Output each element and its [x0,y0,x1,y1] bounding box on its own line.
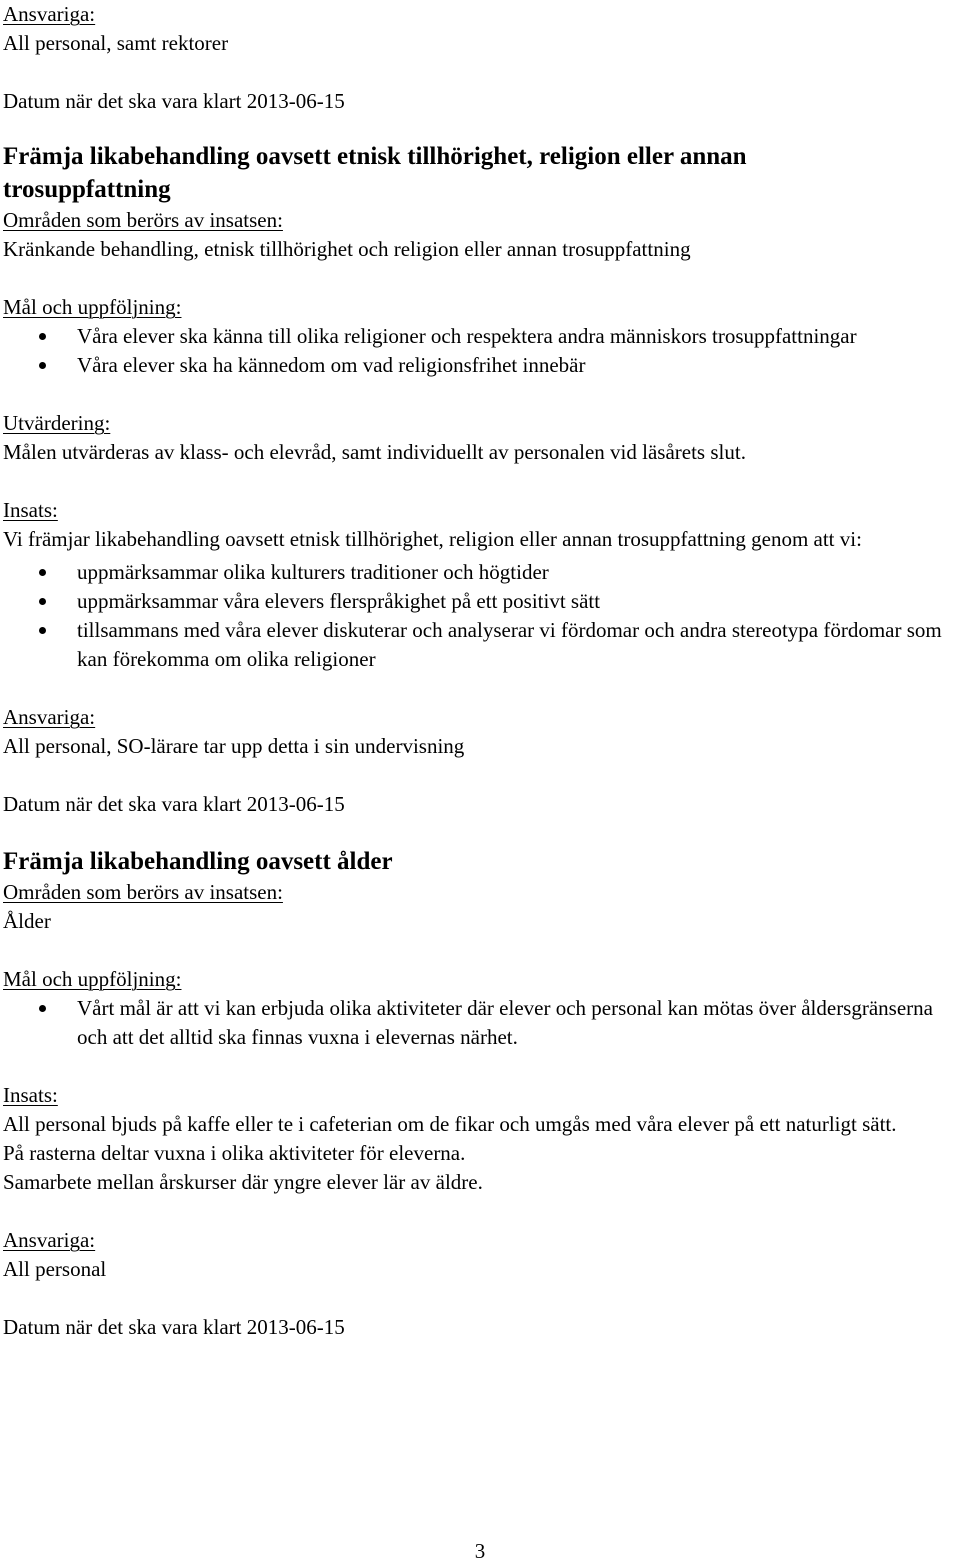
section1-mal-label: Mål och uppföljning: [3,295,182,319]
section2-omraden-value: Ålder [3,909,51,933]
section1-utvardering-value: Målen utvärderas av klass- och elevråd, samt individuellt av personalen vid läsårets slut. [3,440,746,464]
ansvariga-value-top: All personal, samt rektorer [3,31,229,55]
section1-omraden-label: Områden som berörs av insatsen: [3,208,283,232]
section1-omraden-value: Kränkande behandling, etnisk tillhörighet och religion eller annan trosuppfattning [3,237,691,261]
section1-datum: Datum när det ska vara klart 2013-06-15 [3,792,345,816]
section1-insats-intro: Vi främjar likabehandling oavsett etnisk tillhörighet, religion eller annan trosuppfattning genom att vi: [3,527,862,551]
section2-insats-line: Samarbete mellan årskurser där yngre elever lär av äldre. [3,1170,483,1194]
section1-heading-line1: Främja likabehandling oavsett etnisk tillhörighet, religion eller annan [3,143,747,170]
ansvariga-label-top: Ansvariga: [3,2,96,26]
section1-ansvariga-value: All personal, SO-lärare tar upp detta i sin undervisning [3,734,465,758]
page-number: 3 [474,1539,486,1563]
section1-mal-list [3,322,958,380]
list-item: Våra elever ska känna till olika religioner och respektera andra människors trosuppfattningar [3,322,958,351]
bullet-icon [39,627,46,634]
bullet-icon [39,333,46,340]
section2-mal-list [3,994,958,1052]
datum-top: Datum när det ska vara klart 2013-06-15 [3,89,345,113]
bullet-icon [39,569,46,576]
section1-heading-line2: trosuppfattning [3,176,171,203]
bullet-icon [39,598,46,605]
section2-insats-label: Insats: [3,1083,58,1107]
section2-datum: Datum när det ska vara klart 2013-06-15 [3,1315,345,1339]
bullet-icon [39,1005,46,1012]
section1-utvardering-label: Utvärdering: [3,411,111,435]
section1-insats-label: Insats: [3,498,58,522]
section1-insats-list [3,558,958,674]
list-item: uppmärksammar olika kulturers traditioner och högtider [3,558,958,587]
list-item: uppmärksammar våra elevers flerspråkighet på ett positivt sätt [3,587,958,616]
section2-ansvariga-value: All personal [3,1257,107,1281]
section2-heading: Främja likabehandling oavsett ålder [3,848,393,875]
section2-omraden-label: Områden som berörs av insatsen: [3,880,283,904]
section2-ansvariga-label: Ansvariga: [3,1228,96,1252]
section2-insats-line: På rasterna deltar vuxna i olika aktiviteter för eleverna. [3,1141,466,1165]
list-item: Vårt mål är att vi kan erbjuda olika aktiviteter där elever och personal kan mötas över åldersgränserna och att det alltid ska finnas vuxna i elevernas närhet. [3,994,958,1052]
section1-ansvariga-label: Ansvariga: [3,705,96,729]
document-page [3,0,958,1342]
list-item: Våra elever ska ha kännedom om vad religionsfrihet innebär [3,351,958,380]
section2-insats-line: All personal bjuds på kaffe eller te i cafeterian om de fikar och umgås med våra elever på ett naturligt sätt. [3,1112,897,1136]
section2-mal-label: Mål och uppföljning: [3,967,182,991]
list-item: tillsammans med våra elever diskuterar och analyserar vi fördomar och andra stereotypa fördomar som kan förekomma om olika religioner [3,616,958,674]
bullet-icon [39,362,46,369]
